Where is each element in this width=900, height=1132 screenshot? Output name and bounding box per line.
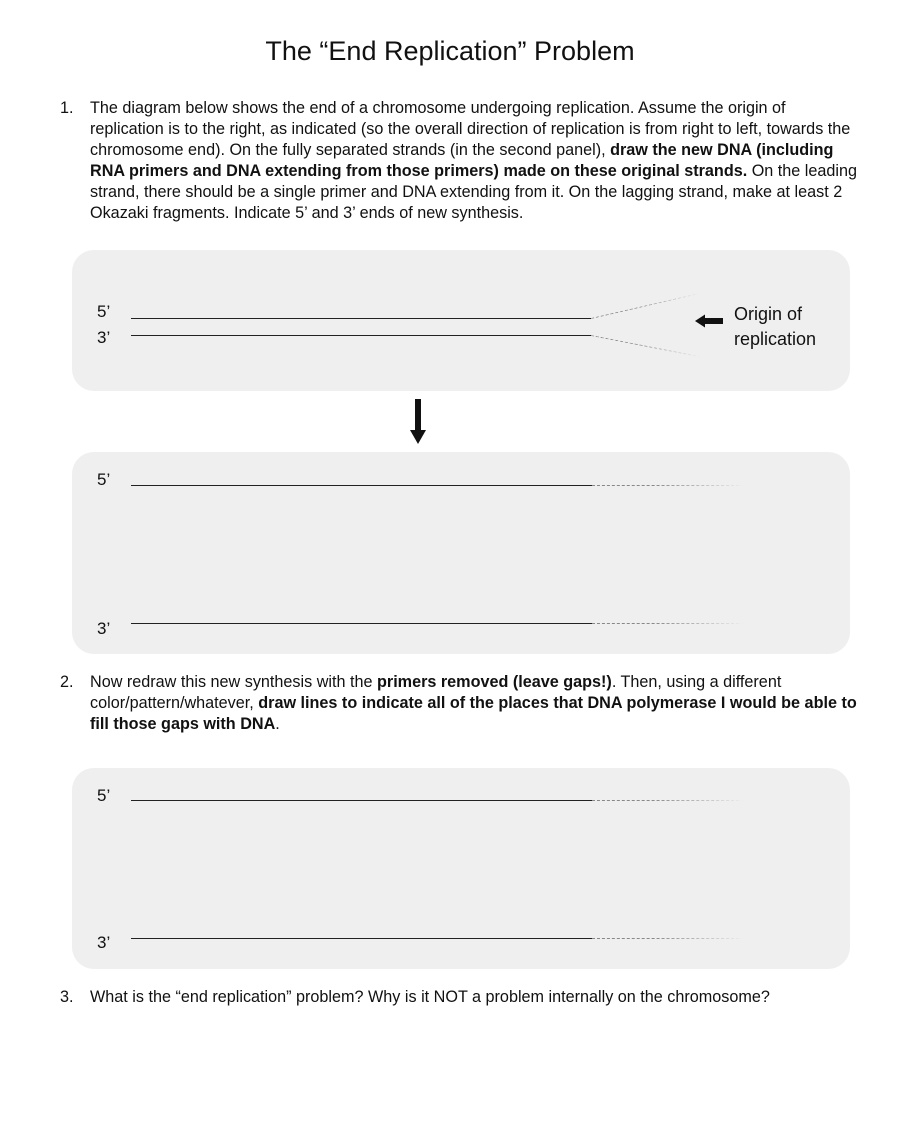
bottom-strand-continuation	[592, 938, 744, 939]
question-3	[60, 987, 860, 1008]
five-prime-label: 5’	[97, 786, 111, 805]
question-number: 1.	[60, 99, 74, 117]
three-prime-label: 3’	[97, 933, 111, 952]
three-prime-label: 3’	[97, 619, 111, 638]
bottom-template-strand	[131, 938, 592, 939]
question-number: 3.	[60, 988, 74, 1006]
top-template-strand	[131, 485, 592, 486]
down-arrow-icon	[407, 399, 429, 445]
top-strand-continuation	[592, 800, 744, 801]
left-arrow-icon	[695, 314, 723, 328]
question-number: 2.	[60, 673, 74, 691]
top-template-strand	[131, 800, 592, 801]
five-prime-label: 5’	[97, 470, 111, 489]
top-parental-strand	[131, 318, 591, 319]
question-2	[60, 672, 860, 735]
three-prime-label: 3’	[97, 328, 111, 347]
top-strand-continuation	[592, 485, 744, 486]
five-prime-label: 5’	[97, 302, 111, 321]
bottom-template-strand	[131, 623, 592, 624]
bottom-parental-strand	[131, 335, 591, 336]
question-text: The diagram below shows the end of a chromosome undergoing replication. Assume the origin of replication is to the right, as indicated (so the overall direction of replication is from right to left, towards the chromosome end). On the fully separated strands (in the second panel), draw the new DNA (including RNA primers and DNA extending from those primers) made on these original strands. On the leading strand, there should be a single primer and DNA extending from it. On the lagging strand, make at least 2 Okazaki fragments. Indicate 5’ and 3’ ends of new synthesis.	[90, 99, 858, 222]
question-text: Now redraw this new synthesis with the primers removed (leave gaps!). Then, using a different color/pattern/whatever, draw lines to indicate all of the places that DNA polymerase I would be able to fill those gaps with DNA.	[90, 673, 857, 733]
origin-of-replication-label: Origin of replication	[734, 304, 817, 349]
page-title: The “End Replication” Problem	[265, 36, 635, 66]
bottom-strand-continuation	[592, 623, 744, 624]
question-text: What is the “end replication” problem? Why is it NOT a problem internally on the chromosome?	[90, 988, 770, 1006]
question-1	[60, 98, 860, 224]
